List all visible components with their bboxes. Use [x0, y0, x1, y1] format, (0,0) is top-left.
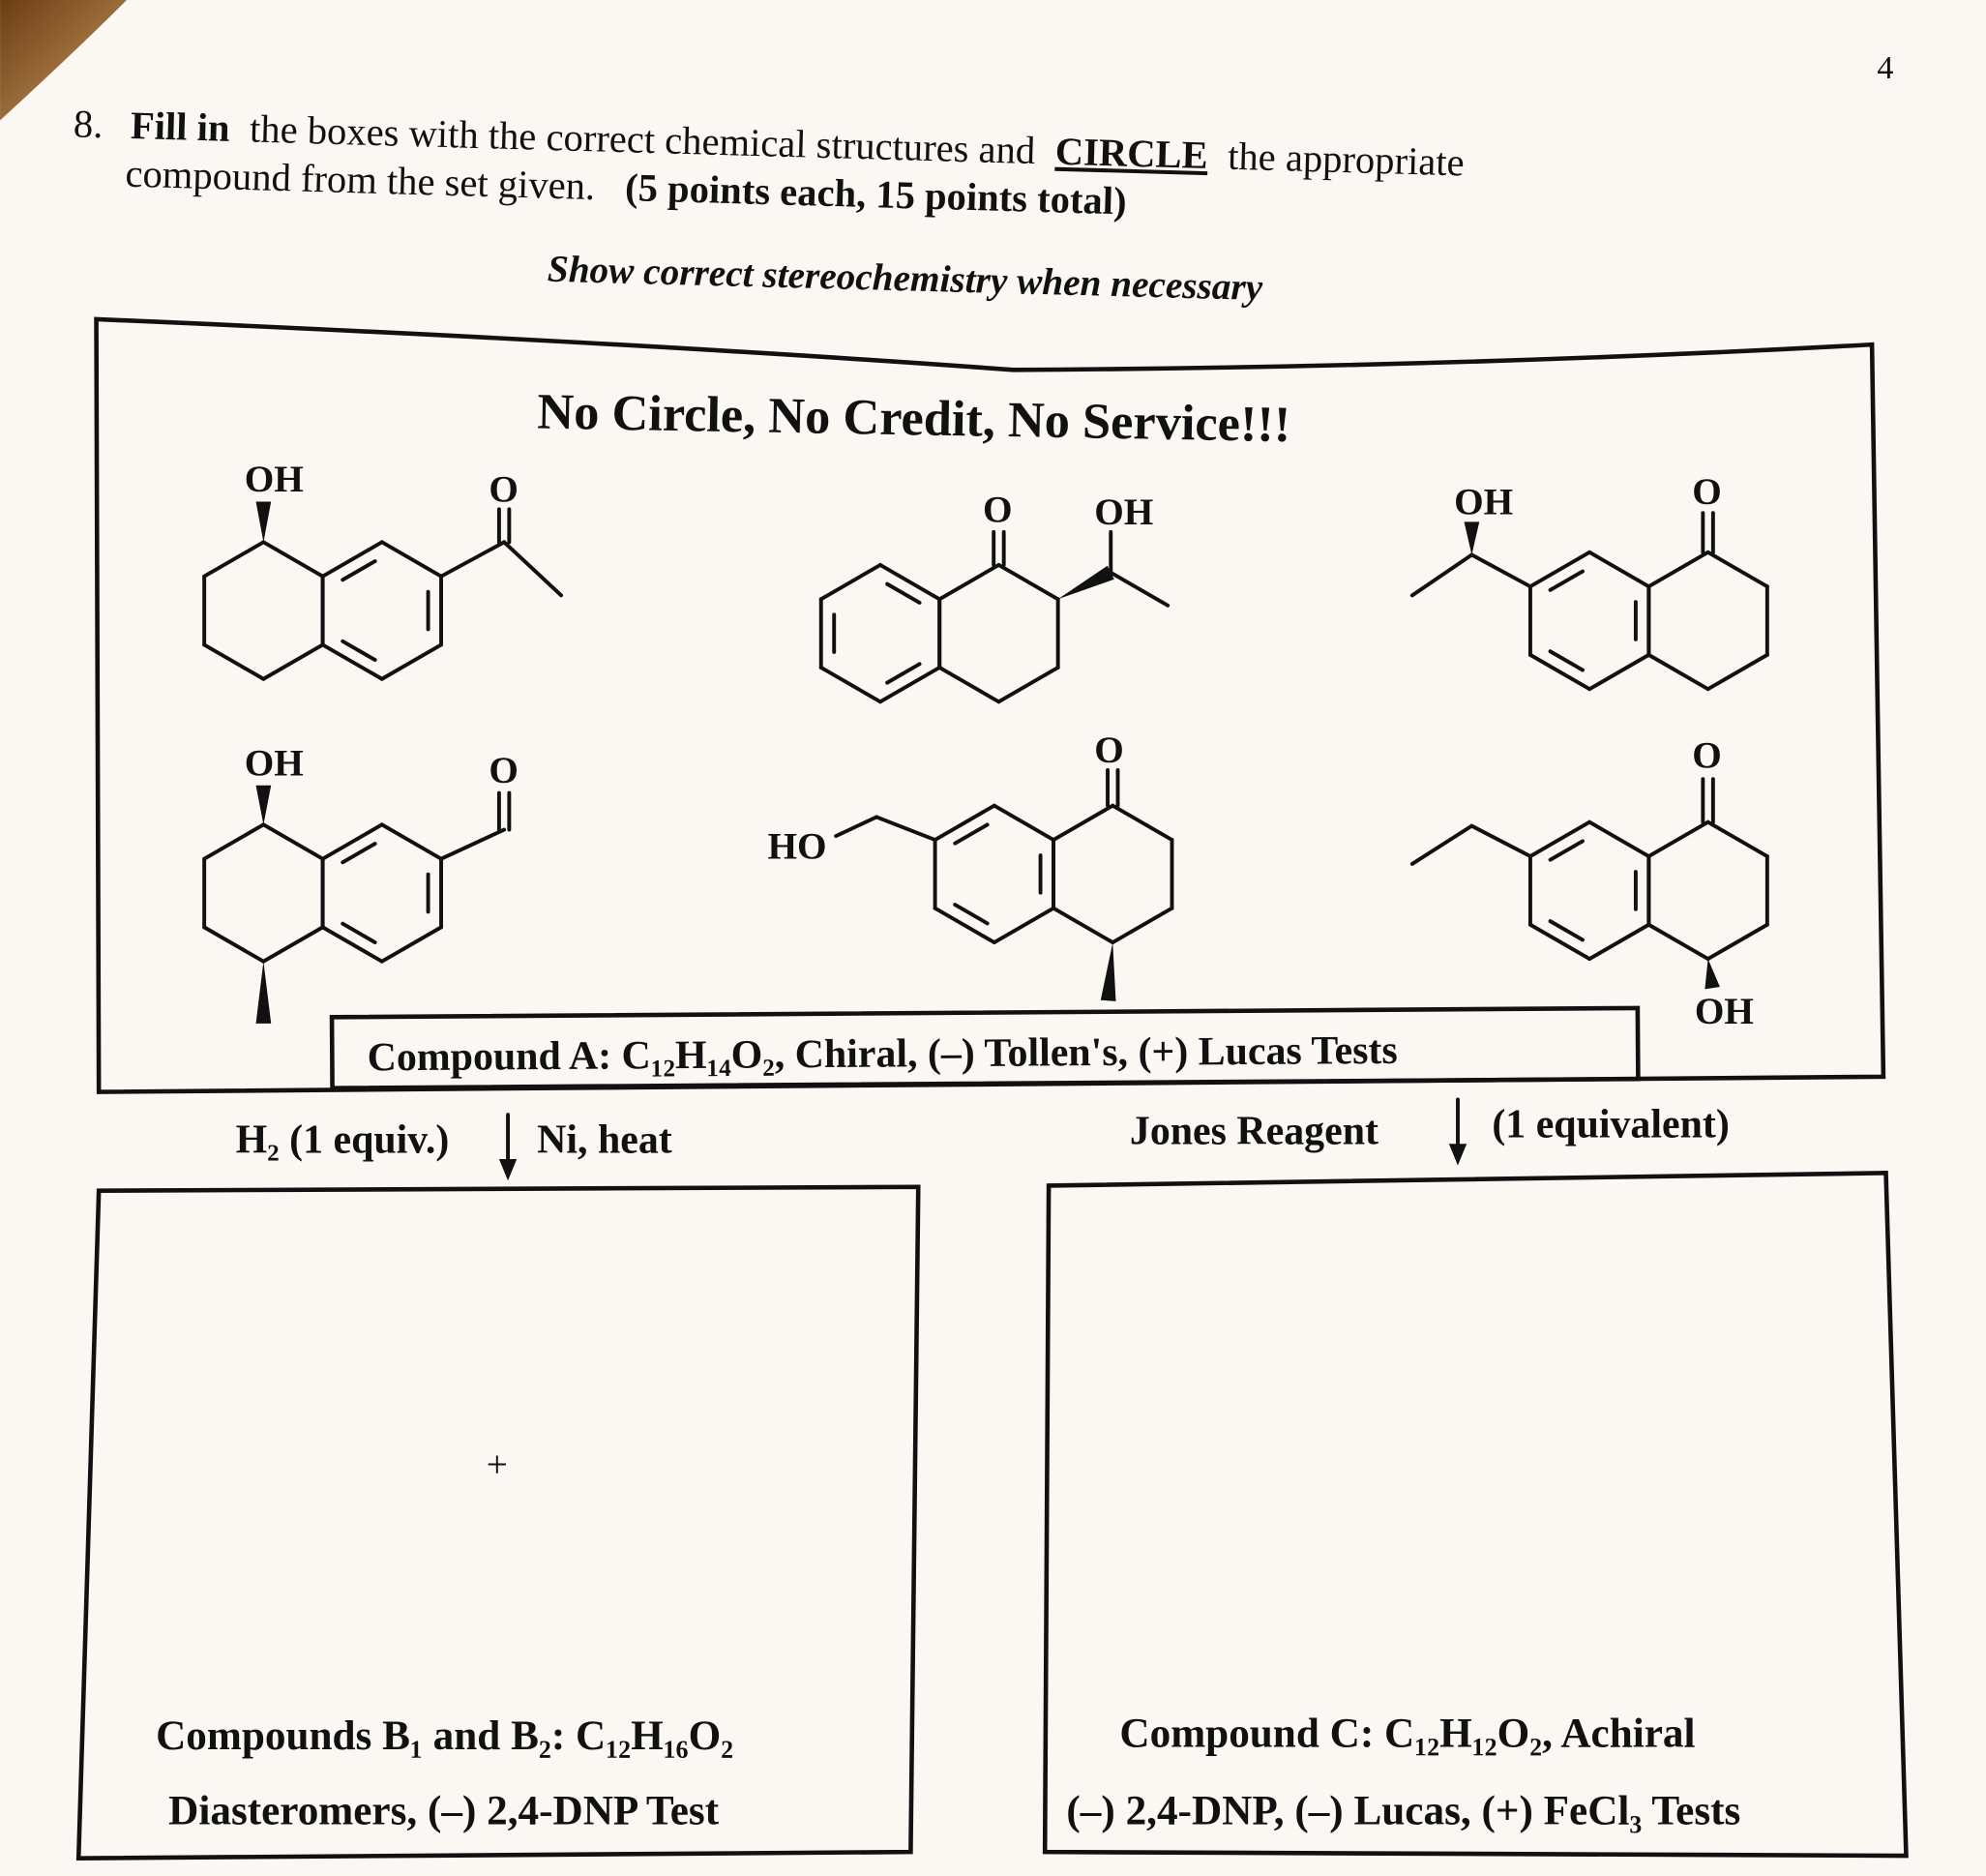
reaction-right-conditions: (1 equivalent) [1492, 1102, 1730, 1147]
carbonyl-label: O [1692, 734, 1722, 777]
compound-a-label: Compound A: C₁₂H₁₄O₂, Chiral, (–) Tollen's, (+) Lucas Tests [367, 1027, 1398, 1081]
question-text-end: the appropriate [1227, 134, 1466, 185]
question-bold: Fill in [130, 103, 231, 150]
carbonyl-label: O [489, 750, 519, 792]
choice-structure-5[interactable] [767, 730, 1171, 1001]
question-number: 8. [73, 102, 104, 147]
hydroxyl-label: OH [1454, 481, 1514, 523]
reaction-right-reagent: Jones Reagent [1129, 1109, 1378, 1154]
choice-structure-2[interactable] [821, 489, 1168, 701]
reaction-left-reagent: H₂ (1 equiv.) [235, 1117, 450, 1163]
compound-c-tests: (–) 2,4-DNP, (–) Lucas, (+) FeCl₃ Tests [1066, 1788, 1741, 1834]
hydroxyl-label: OH [1094, 491, 1154, 534]
circle-word: CIRCLE [1054, 129, 1209, 178]
choice-structure-1[interactable] [204, 459, 561, 679]
carbonyl-label: O [1094, 730, 1124, 772]
compounds-b-tests: Diasteromers, (–) 2,4-DNP Test [168, 1788, 720, 1834]
page-number: 4 [1877, 50, 1894, 87]
choice-structure-3[interactable] [1412, 471, 1767, 689]
hydroxyl-label: OH [1694, 990, 1754, 1032]
carbonyl-label: O [1692, 471, 1722, 514]
warning-text: No Circle, No Credit, No Service!!! [536, 383, 1291, 454]
hydroxyl-label: HO [767, 825, 827, 868]
carbonyl-label: O [489, 468, 519, 511]
carbonyl-label: O [983, 489, 1013, 531]
question-line2: compound from the set given. [125, 151, 596, 209]
compounds-b-label: Compounds B₁ and B₂: C₁₂H₁₆O₂ [156, 1713, 734, 1760]
compound-c-label: Compound C: C₁₂H₁₂O₂, Achiral [1119, 1711, 1696, 1757]
stereo-note: Show correct stereochemistry when necessary [547, 248, 1263, 310]
arrow-down-icon [499, 1115, 517, 1180]
arrow-down-icon [1449, 1099, 1467, 1165]
question-text: the boxes with the correct chemical structures and [249, 106, 1036, 173]
points-note: (5 points each, 15 points total) [624, 165, 1128, 223]
reaction-left-conditions: Ni, heat [537, 1117, 672, 1163]
choice-structure-4[interactable] [204, 742, 519, 1024]
hydroxyl-label: OH [244, 458, 304, 500]
choice-structures [204, 459, 1767, 1032]
choice-structure-6[interactable] [1412, 734, 1767, 1031]
hydroxyl-label: OH [244, 742, 304, 785]
plus-sign: + [486, 1444, 508, 1486]
